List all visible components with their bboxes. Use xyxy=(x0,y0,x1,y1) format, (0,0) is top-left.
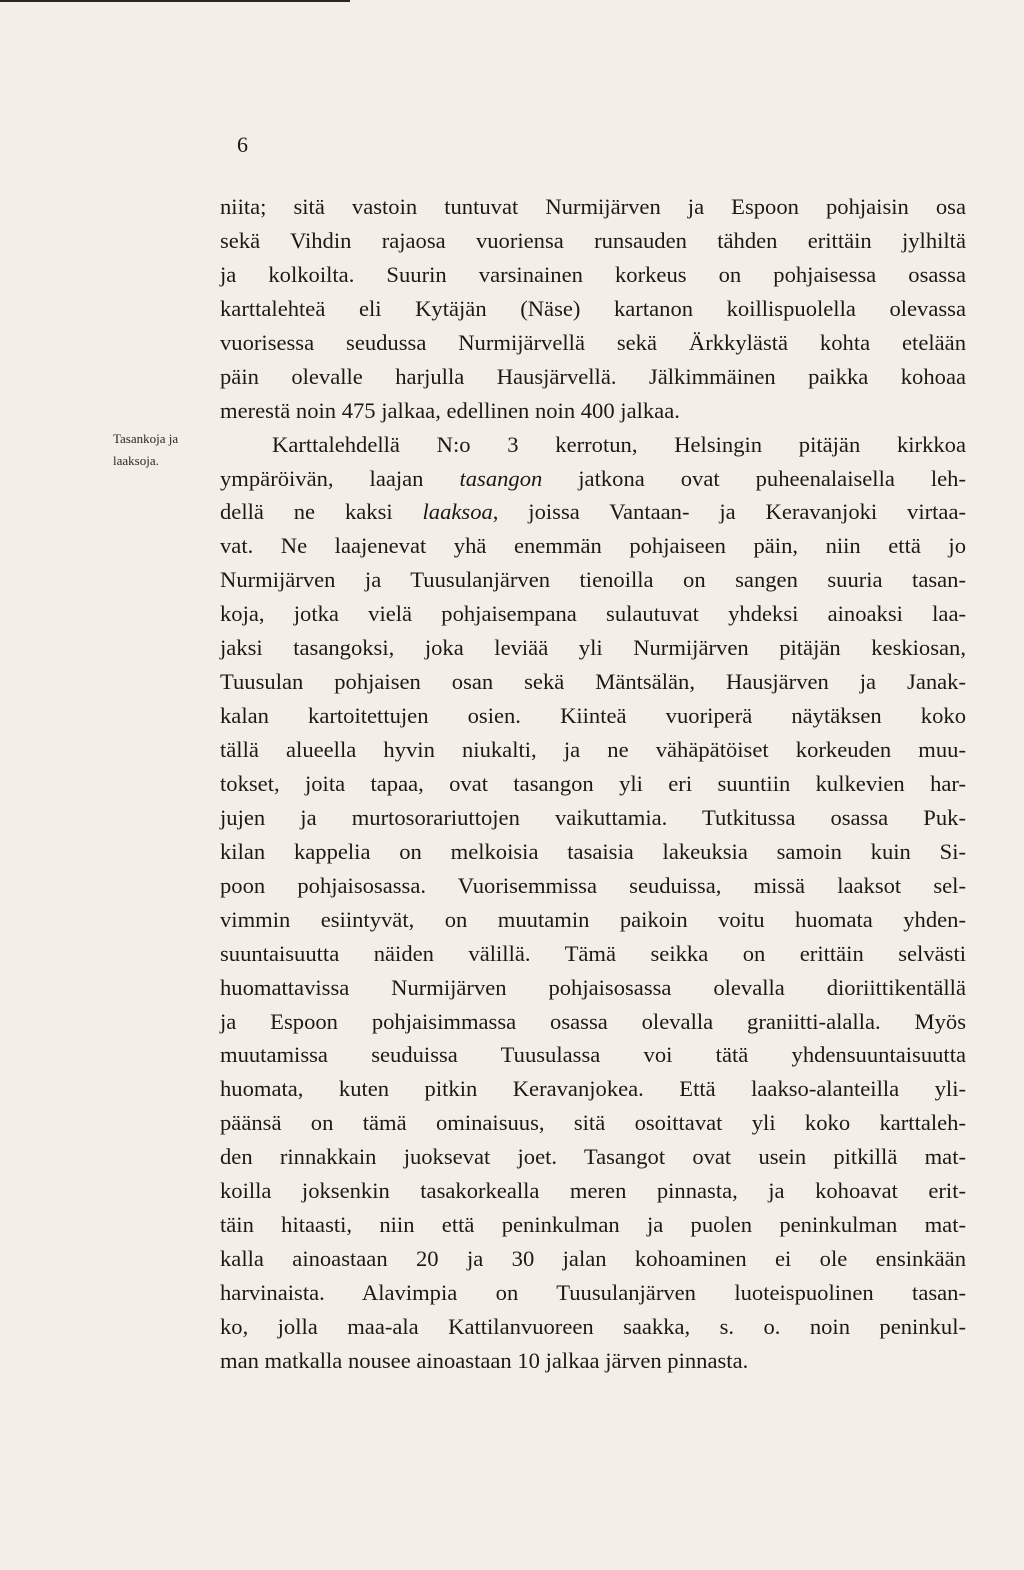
text-segment: ympäröivän, laajan xyxy=(220,465,460,491)
text-segment: merestä noin 475 jalkaa, edellinen noin 400 jalkaa. xyxy=(220,397,680,423)
text-segment: päin olevalle harjulla Hausjärvellä. Jälkimmäinen paikka kohoaa xyxy=(220,363,966,389)
text-segment: karttalehteä eli Kytäjän (Näse) kartanon koillispuolella olevassa xyxy=(220,295,966,321)
text-segment: täin hitaasti, niin että peninkulman ja puolen peninkulman mat- xyxy=(220,1212,966,1238)
text-line xyxy=(220,937,966,971)
text-segment: huomattavissa Nurmijärven pohjaisosassa olevalla dioriittikentällä xyxy=(220,974,966,1000)
text-line xyxy=(220,495,966,529)
text-line xyxy=(220,1140,966,1174)
text-line xyxy=(220,394,966,428)
text-segment: kilan kappelia on melkoisia tasaisia lakeuksia samoin kuin Si- xyxy=(220,838,966,864)
text-line xyxy=(220,1005,966,1039)
text-segment: vat. Ne laajenevat yhä enemmän pohjaiseen päin, niin että jo xyxy=(220,533,966,559)
text-segment: jaksi tasangoksi, joka leviää yli Nurmijärven pitäjän keskiosan, xyxy=(220,635,966,661)
text-line xyxy=(220,1310,966,1344)
text-segment: harvinaista. Alavimpia on Tuusulanjärven luoteispuolinen tasan- xyxy=(220,1280,966,1305)
text-segment: muutamissa seuduissa Tuusulassa voi tätä yhdensuuntaisuutta xyxy=(220,1042,966,1068)
text-segment: vuorisessa seudussa Nurmijärvellä sekä Ärkkylästä kohta etelään xyxy=(220,329,966,355)
text-line xyxy=(220,597,966,631)
text-segment: poon pohjaisosassa. Vuorisemmissa seuduissa, missä laaksot sel- xyxy=(220,872,966,898)
text-segment: suuntaisuutta näiden välillä. Tämä seikka on erittäin selvästi xyxy=(220,940,966,966)
text-segment: koja, jotka vielä pohjaisempana sulautuvat yhdeksi ainoaksi laa- xyxy=(220,601,966,627)
text-line xyxy=(220,699,966,733)
text-line xyxy=(220,1174,966,1208)
text-segment: , joissa Vantaan- ja Keravanjoki virtaa- xyxy=(492,499,966,525)
text-segment: jujen ja murtosorariuttojen vaikuttamia. Tutkitussa osassa Puk- xyxy=(220,804,966,830)
text-segment: kalla ainoastaan 20 ja 30 jalan kohoaminen ei ole ensinkään xyxy=(220,1246,966,1272)
text-segment: päänsä on tämä ominaisuus, sitä osoittavat yli koko karttaleh- xyxy=(220,1110,966,1136)
text-line xyxy=(220,631,966,665)
text-segment: vimmin esiintyvät, on muutamin paikoin voitu huomata yhden- xyxy=(220,906,966,932)
text-segment: kalan kartoitettujen osien. Kiinteä vuoriperä näytäksen koko xyxy=(220,703,966,729)
text-segment: Nurmijärven ja Tuusulanjärven tienoilla on sangen suuria tasan- xyxy=(220,567,966,593)
text-segment: koilla joksenkin tasakorkealla meren pinnasta, ja kohoavat erit- xyxy=(220,1178,966,1204)
text-line xyxy=(220,428,966,462)
italic-term: laaksoa xyxy=(422,499,493,525)
text-segment: ko, jolla maa-ala Kattilanvuoreen saakka, s. o. noin peninkul- xyxy=(220,1313,966,1339)
margin-note-line: Tasankoja ja xyxy=(113,431,179,446)
text-line xyxy=(220,563,966,597)
text-line xyxy=(220,190,966,224)
text-line xyxy=(220,258,966,292)
text-line xyxy=(220,292,966,326)
text-segment: den rinnakkain juoksevat joet. Tasangot ovat usein pitkillä mat- xyxy=(220,1144,966,1170)
text-line xyxy=(220,665,966,699)
text-segment: Tuusulan pohjaisen osan sekä Mäntsälän, Hausjärven ja Janak- xyxy=(220,669,966,695)
text-segment: niita; sitä vastoin tuntuvat Nurmijärven ja Espoon pohjaisin osa xyxy=(220,194,966,219)
text-segment: ja Espoon pohjaisimmassa osassa olevalla graniitti-alalla. Myös xyxy=(220,1008,966,1034)
text-line xyxy=(220,767,966,801)
text-segment: sekä Vihdin rajaosa vuoriensa runsauden tähden erittäin jylhiltä xyxy=(220,227,966,253)
italic-term: tasangon xyxy=(459,465,543,491)
text-line xyxy=(220,903,966,937)
text-line xyxy=(220,529,966,563)
text-line xyxy=(220,733,966,767)
text-line xyxy=(220,1242,966,1276)
text-line xyxy=(220,869,966,903)
text-line xyxy=(220,462,966,496)
text-line xyxy=(220,1106,966,1140)
top-rule xyxy=(0,0,350,2)
text-segment: man matkalla nousee ainoastaan 10 jalkaa järven pinnasta. xyxy=(220,1347,749,1373)
text-segment: Karttalehdellä N:o 3 kerrotun, Helsingin pitäjän kirkkoa xyxy=(272,431,966,457)
text-line xyxy=(220,1208,966,1242)
page-number: 6 xyxy=(237,132,248,157)
text-line xyxy=(220,326,966,360)
text-line xyxy=(220,1276,966,1310)
margin-note xyxy=(113,428,218,472)
text-segment: tokset, joita tapaa, ovat tasangon yli eri suuntiin kulkevien har- xyxy=(220,770,966,796)
text-segment: dellä ne kaksi xyxy=(220,499,423,525)
text-segment: jatkona ovat puheenalaisella leh- xyxy=(542,465,966,491)
text-line xyxy=(220,224,966,258)
text-line xyxy=(220,971,966,1005)
text-line xyxy=(220,360,966,394)
margin-note-line: laaksoja. xyxy=(113,453,159,468)
text-segment: huomata, kuten pitkin Keravanjokea. Että laakso-alanteilla yli- xyxy=(220,1076,966,1102)
text-segment: ja kolkoilta. Suurin varsinainen korkeus on pohjaisessa osassa xyxy=(220,261,966,287)
text-line xyxy=(220,835,966,869)
text-line xyxy=(220,1344,966,1378)
body-text xyxy=(220,190,966,1378)
text-line xyxy=(220,801,966,835)
text-segment: tällä alueella hyvin niukalti, ja ne vähäpätöiset korkeuden muu- xyxy=(220,737,966,762)
text-line xyxy=(220,1072,966,1106)
text-line xyxy=(220,1038,966,1072)
